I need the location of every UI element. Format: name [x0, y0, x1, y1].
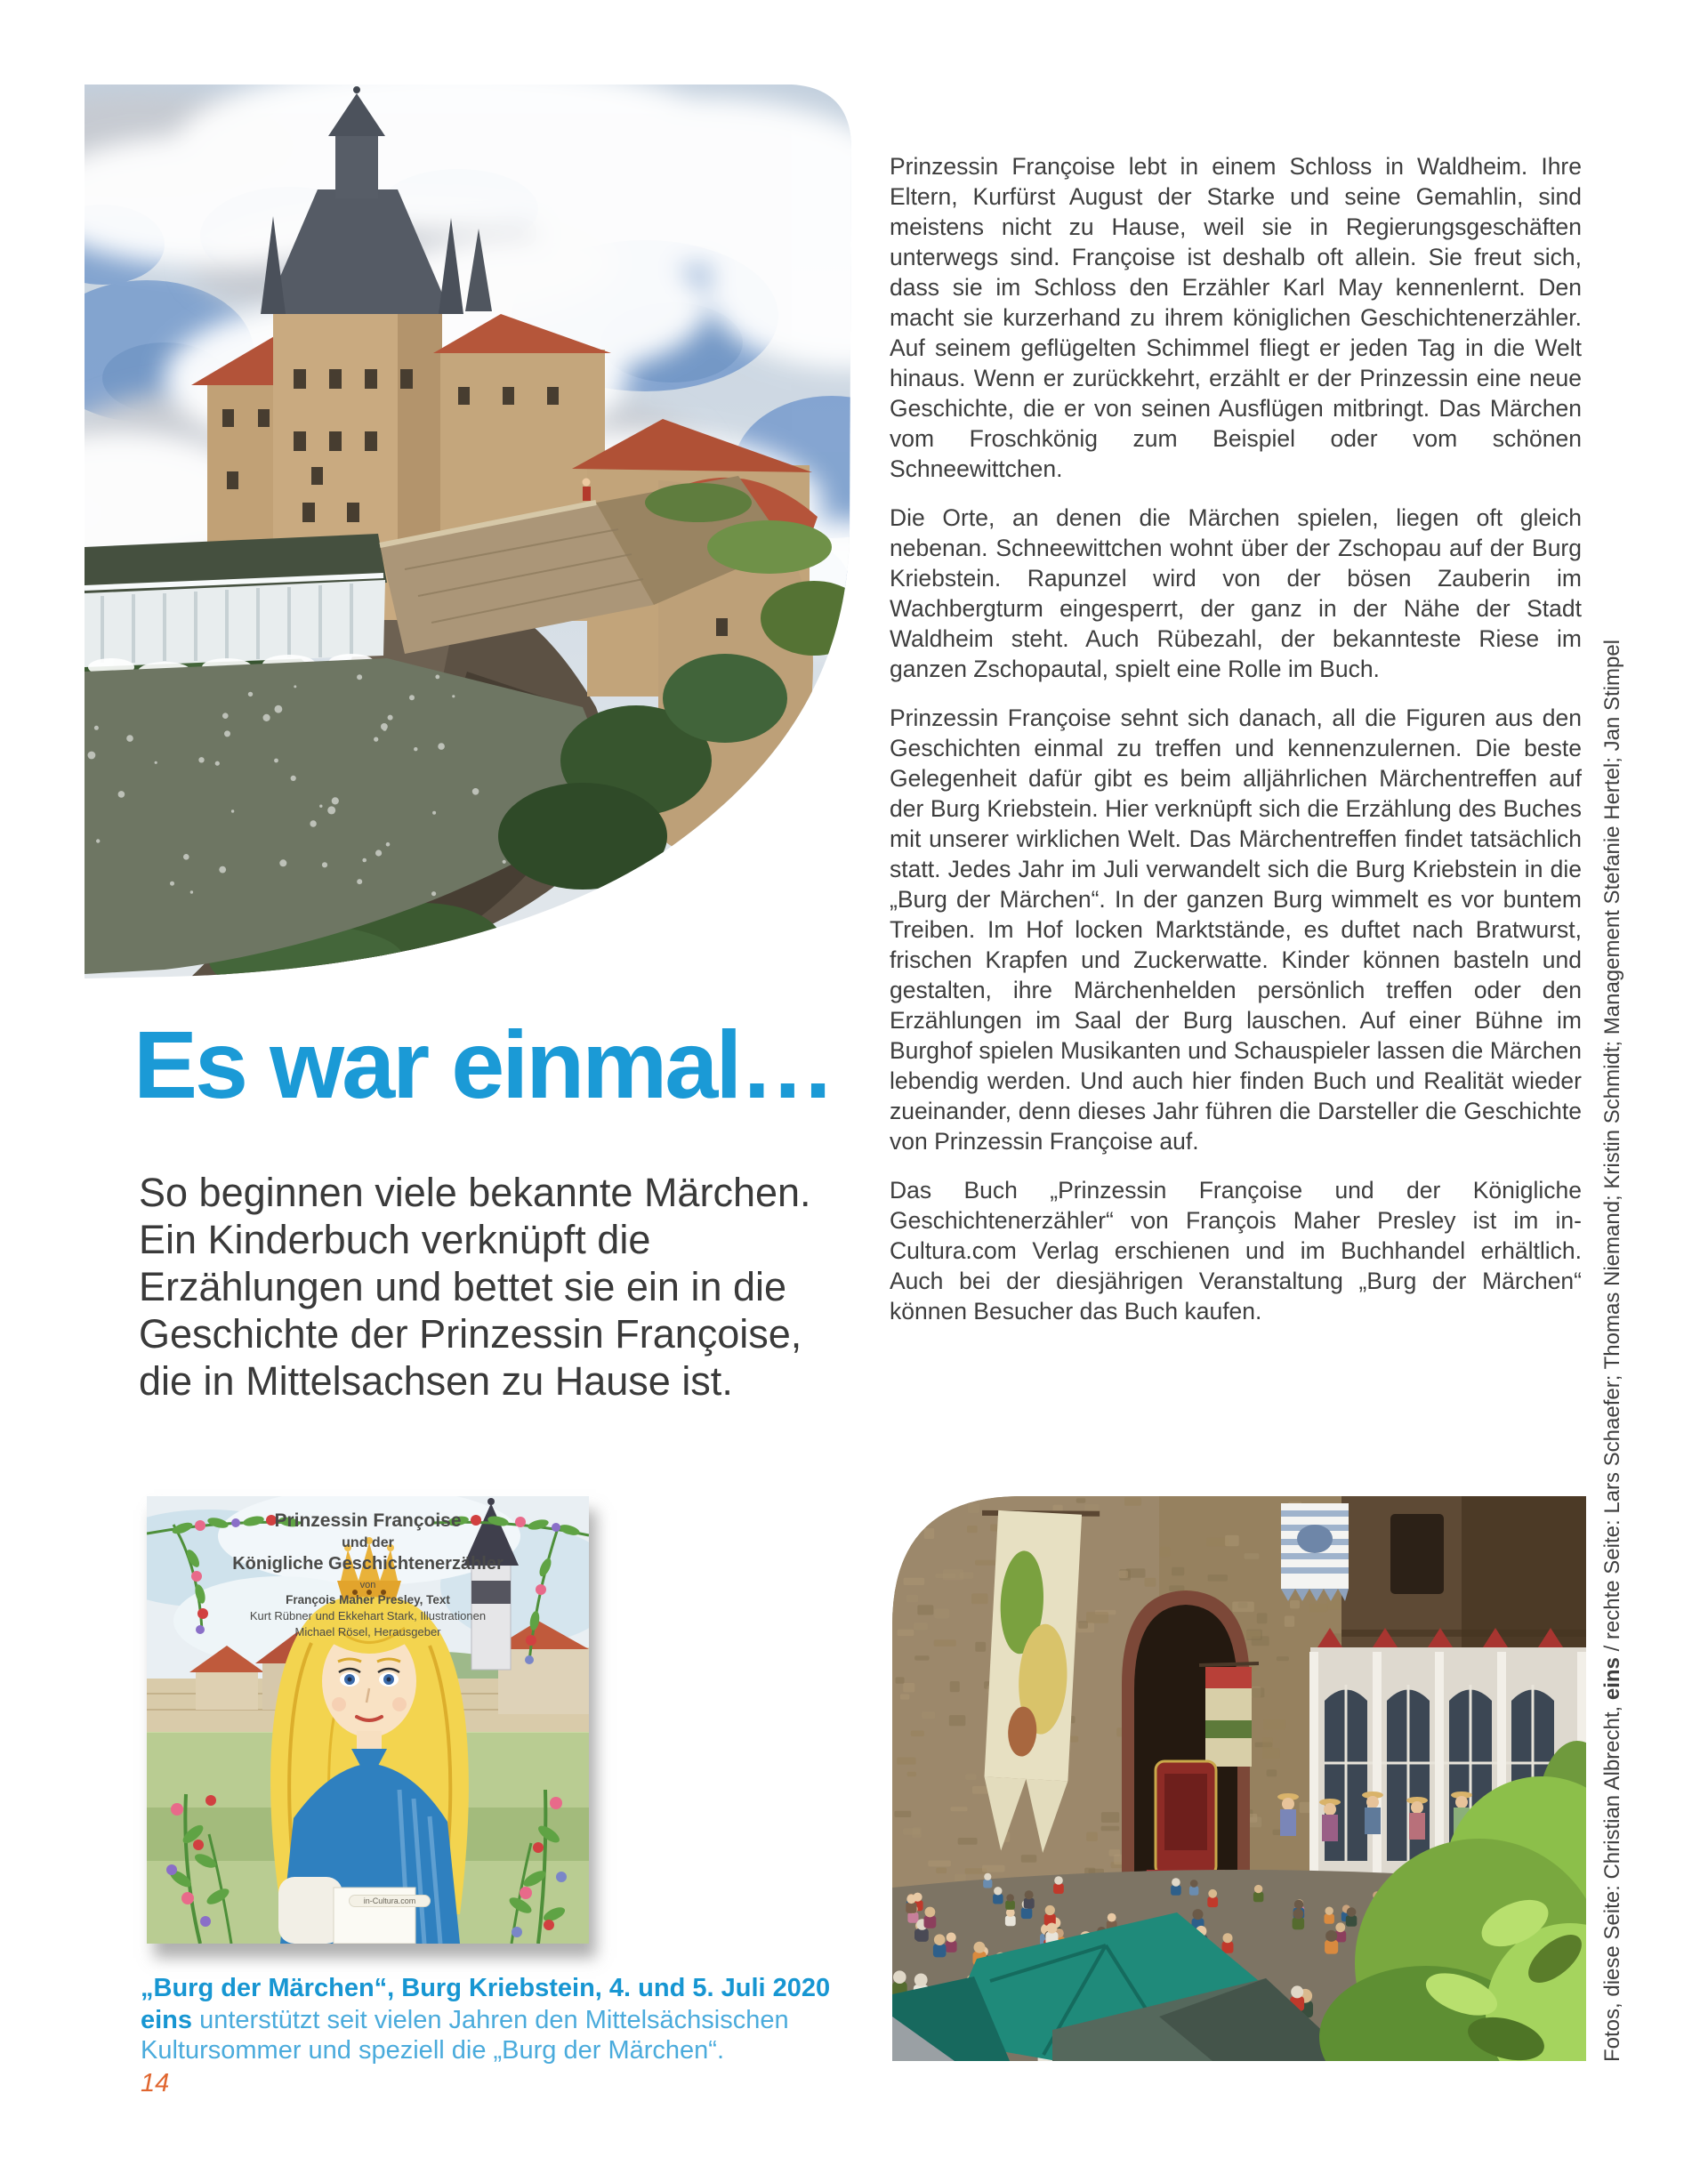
cover-title-line3: Königliche Geschichtenerzähler [232, 1554, 504, 1574]
article-paragraph: Prinzessin Françoise sehnt sich danach, all die Figuren aus den Geschichten einmal zu treffen und kennenzulernen. Die beste Gelegenheit dafür gibt es beim alljährlichen Märchentreffen auf der Burg Kriebstein. Hier verknüpft sich die Erzählung des Buches mit unserer wirklichen Welt. Das Märchentreffen findet tatsächlich statt. Jedes Jahr im Juli verwandelt sich die Burg Kriebstein in die „Burg der Märchen“. In der ganzen Burg wimmelt es vor buntem Treiben. Im Hof locken Marktstände, es duftet nach Bratwurst, frischen Krapfen und Zuckerwatte. Kinder können basteln und gestalten, ihre Märchenhelden persönlich treffen oder den Erzählungen im Saal der Burg lauschen. Auf einer Bühne im Burghof spielen Musikanten und Schauspieler lassen die Märchen lebendig werden. Und auch hier finden Buch und Realität wieder zueinander, denn dieses Jahr führen die Darsteller die Geschichte von Prinzessin Françoise auf. [890, 705, 1582, 1155]
cover-title-line1: Prinzessin Françoise [274, 1510, 462, 1531]
credits-suffix: / rechte Seite: Lars Schaefer; Thomas Niemand; Kristin Schmidt; Management Stefanie Hertel; Jan Stimpel [1600, 640, 1624, 1658]
article-paragraph: Prinzessin Françoise lebt in einem Schloss in Waldheim. Ihre Eltern, Kurfürst August der Starke und seine Gemahlin, sind meistens nicht zu Hause, weil sie in Regierungsgeschäften unterwegs sind. Françoise ist deshalb oft allein. Sie freut sich, dass sie im Schloss den Erzähler Karl May kennenlernt. Den macht sie kurzerhand zu ihrem königlichen Geschichtenerzähler. Auf seinem geflügelten Schimmel fliegt er jeden Tag in die Welt hinaus. Wenn er zurückkehrt, erzählt er der Prinzessin eine neue Geschichte, die er von seinen Ausflügen mitbringt. Das Märchen vom Froschkönig zum Beispiel oder vom schönen Schneewittchen. [890, 153, 1582, 482]
intro-paragraph: So beginnen viele bekannte Märchen. Ein Kinderbuch verknüpft die Erzählungen und bettet sie ein in die Geschichte der Prinzessin Françoise, die in Mittelsachsen zu Hause ist. [139, 1170, 811, 1404]
article-paragraph: Die Orte, an denen die Märchen spielen, liegen oft gleich nebenan. Schneewittchen wohnt über der Zschopau auf der Burg Kriebstein. Rapunzel wird von der bösen Zauberin im Wachbergturm eingesperrt, der ganz in der Nähe der Stadt Waldheim steht. Auch Rübezahl, der bekannteste Riese im ganzen Zschopautal, spielt eine Rolle im Buch. [890, 504, 1582, 682]
small-banner [1199, 1663, 1259, 1767]
credits-prefix: Fotos, diese Seite: Christian Albrecht, [1600, 1700, 1624, 2062]
caption-event-line: „Burg der Märchen“, Burg Kriebstein, 4. und 5. Juli 2020 [141, 1974, 831, 2002]
cover-credit-editor: Michael Rösel, Herausgeber [294, 1625, 441, 1639]
cover-title-line2: und der [342, 1535, 394, 1550]
page-number: 14 [141, 2069, 170, 2097]
cover-byline: von [359, 1580, 376, 1590]
blue-banner [1281, 1503, 1349, 1601]
publisher-logo: in-Cultura.com [349, 1895, 431, 1907]
photo-credits [1600, 640, 1625, 2062]
cover-credit-author: François Maher Presley, Text [286, 1593, 450, 1606]
photo-caption [141, 1973, 852, 2065]
event-photo [892, 1496, 1586, 2061]
book-cover-illustration [147, 1496, 589, 1944]
cover-credit-illustrators: Kurt Rübner und Ekkehart Stark, Illustrationen [249, 1609, 487, 1622]
article-paragraph: Das Buch „Prinzessin Françoise und der Königliche Geschichtenerzähler“ von François Maher Presley ist im in-Cultura.com Verlag erschienen und im Buchhandel erhältlich. Auch bei der diesjährigen Veranstaltung „Burg der Märchen“ können Besucher das Buch kaufen. [890, 1177, 1582, 1324]
article-body [890, 151, 1582, 1345]
castle-photo [85, 85, 854, 978]
caption-brand: eins [141, 2006, 193, 2034]
page-headline: Es war einmal… [133, 1010, 834, 1118]
caption-text: unterstützt seit vielen Jahren den Mittelsächsischen Kultursommer und speziell die „Burg der Märchen“. [141, 2006, 789, 2065]
credits-brand: eins [1600, 1657, 1624, 1701]
